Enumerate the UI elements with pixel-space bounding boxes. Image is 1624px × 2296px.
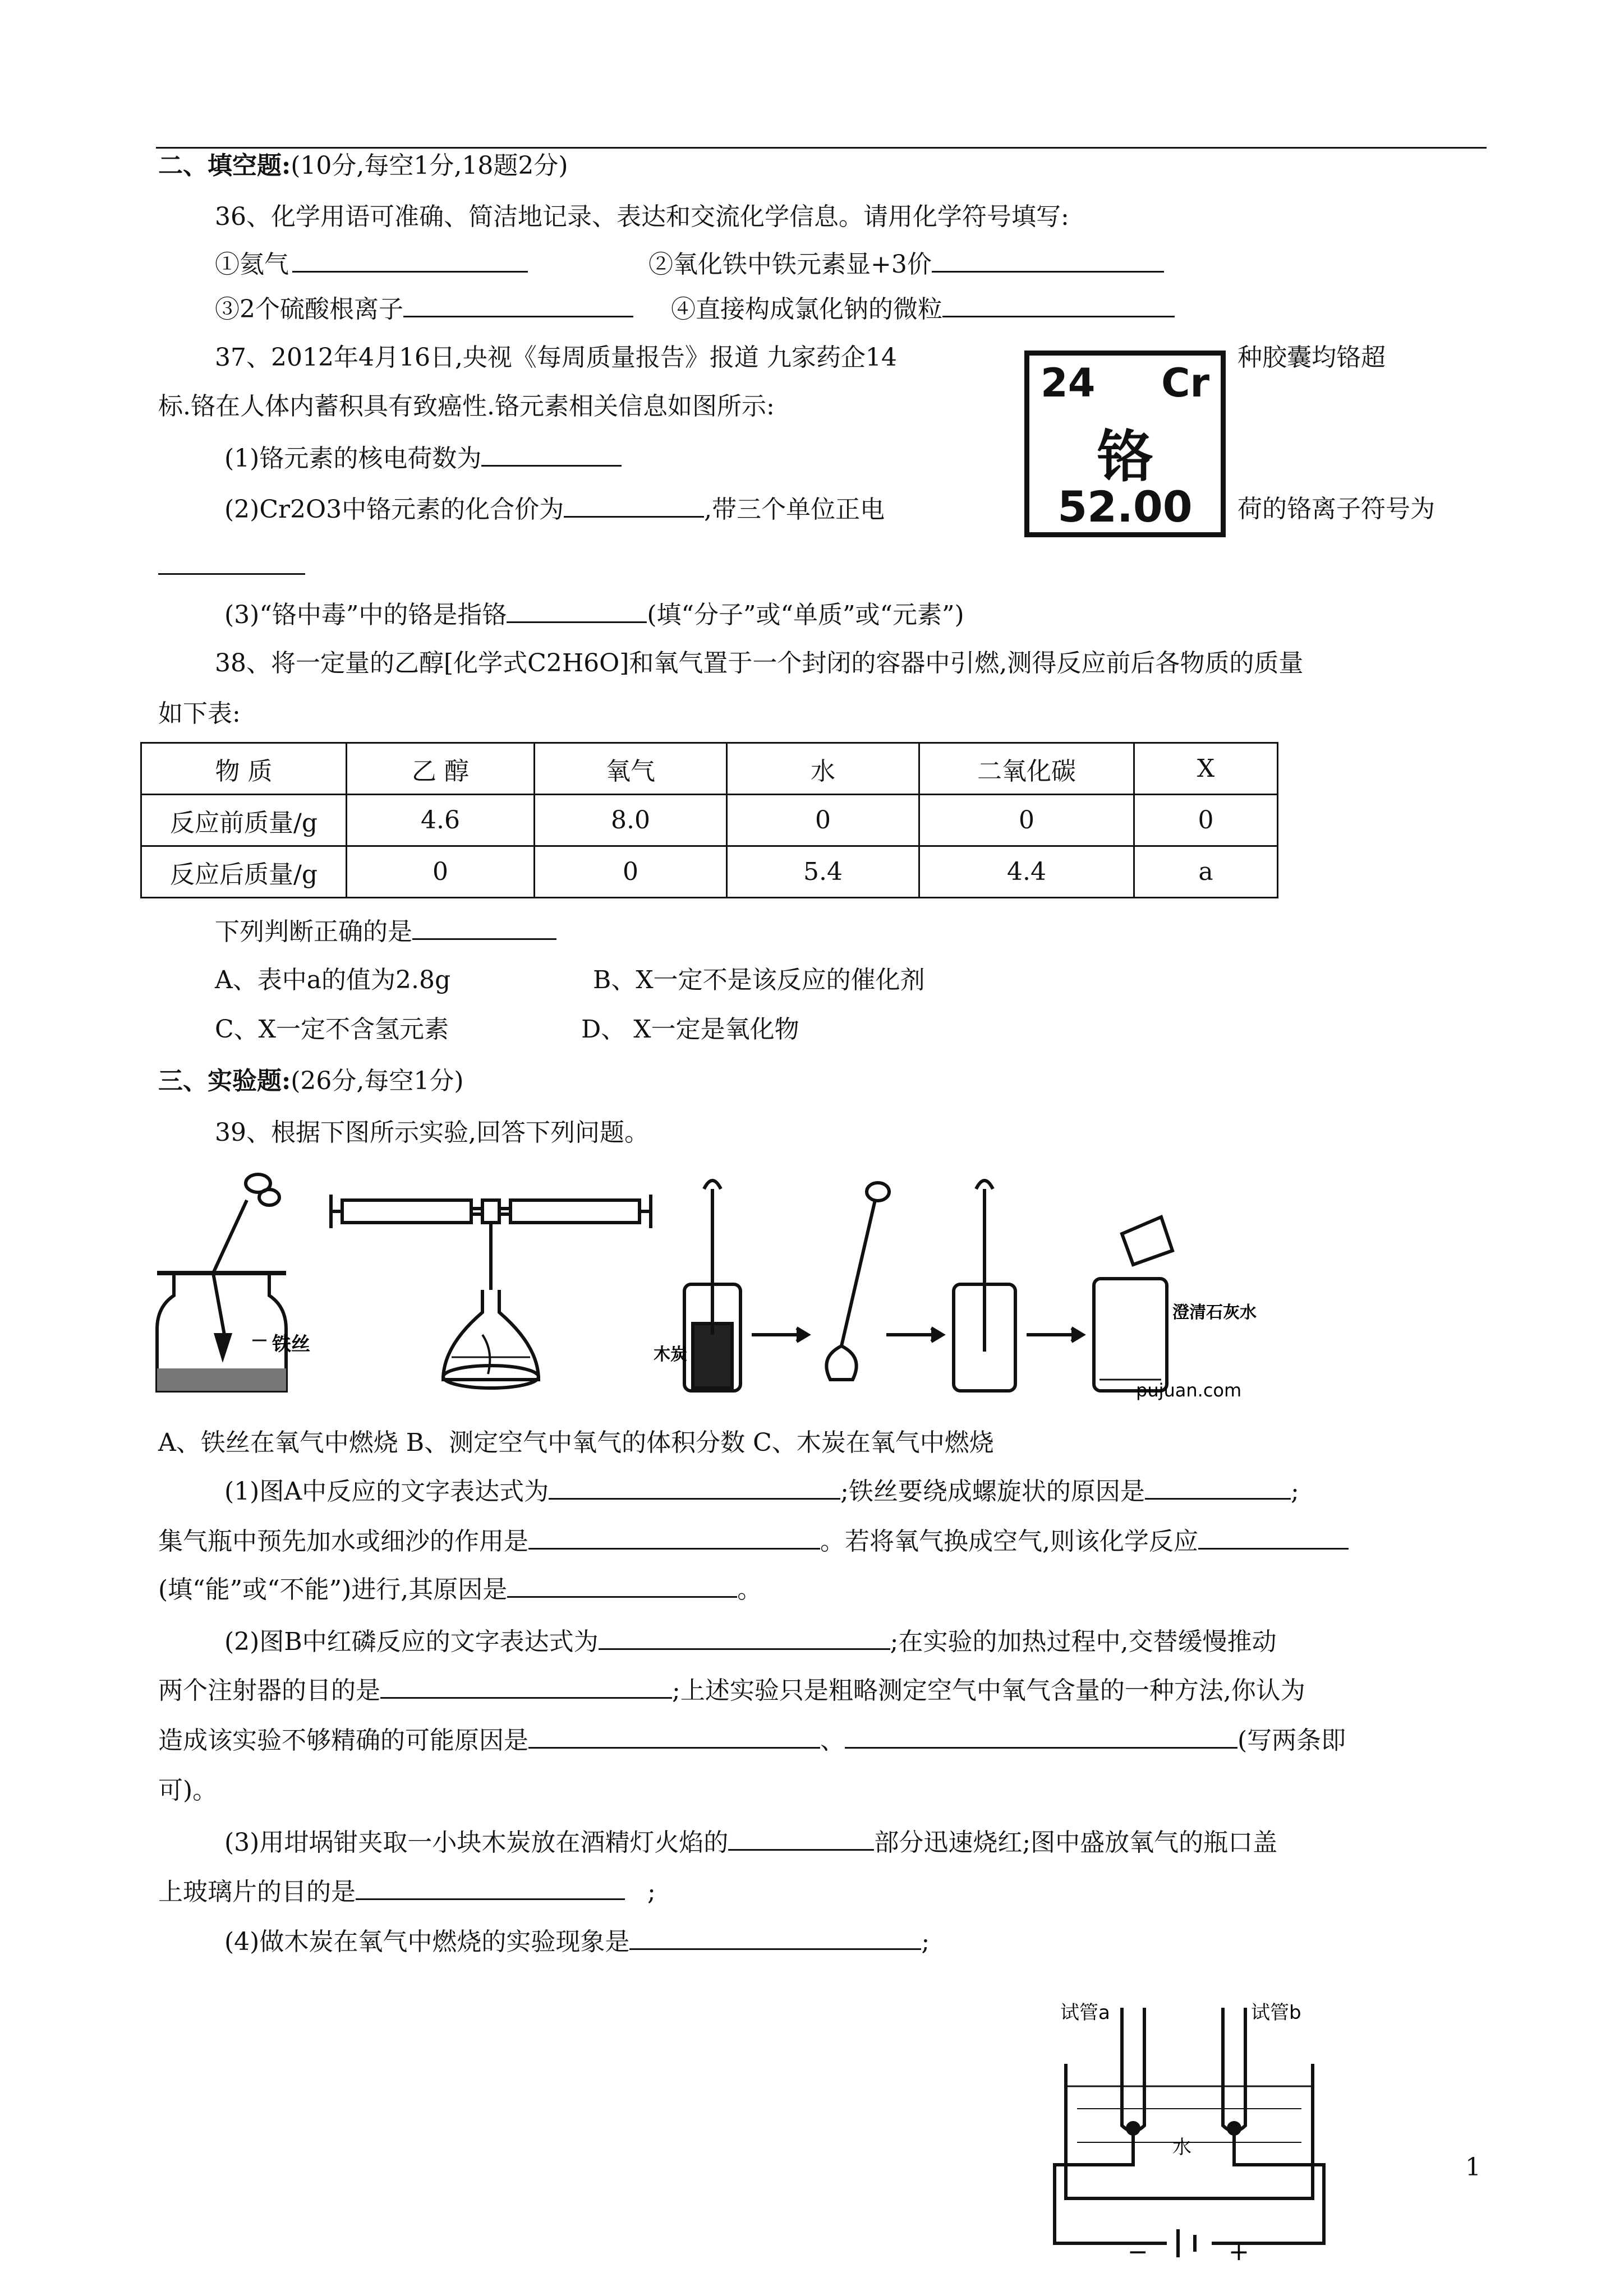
answer-blank[interactable] [629,1925,921,1950]
q37-line2: 标.铬在人体内蓄积具有致癌性.铬元素相关信息如图所示: [158,392,775,421]
q36-stem: 36、化学用语可准确、简洁地记录、表达和交流化学信息。请用化学符号填写: [215,202,1069,231]
answer-blank[interactable] [158,573,305,575]
header-rule [156,147,1487,149]
table-cell: 0 [727,795,919,846]
q39-part2-line1: (2)图B中红磷反应的文字表达式为 ;在实验的加热过程中,交替缓慢推动 [224,1625,1276,1659]
table-header-cell: X [1134,743,1278,795]
answer-blank[interactable] [599,1625,890,1650]
answer-blank[interactable] [549,1474,840,1500]
answer-blank[interactable] [1145,1474,1291,1500]
element-name: 铬 [1097,424,1153,490]
q37-part3: (3)“铬中毒”中的铬是指铬 (填“分子”或“单质”或“元素”) [224,598,964,632]
table-cell: a [1134,846,1278,898]
q37-part1: (1)铬元素的核电荷数为 [224,441,622,476]
atomic-number: 24 [1041,360,1096,406]
answer-blank[interactable] [728,1825,874,1851]
label-tube-b: 试管b [1251,2002,1301,2024]
answer-blank[interactable] [507,598,647,623]
answer-blank[interactable] [942,292,1175,317]
q39-part1-line2: 集气瓶中预先加水或细沙的作用是 。若将氧气换成空气,则该化学反应 [158,1524,1349,1559]
answer-blank[interactable] [528,1524,820,1550]
page-number: 1 [1465,2153,1481,2182]
q37-line1-end: 种胶囊均铬超 [1237,343,1386,372]
section2-title: 二、填空题: [158,151,291,180]
q39-part3-line2: 上玻璃片的目的是 ; [158,1875,656,1909]
q39-part2-line4: 可)。 [158,1776,218,1805]
answer-blank[interactable] [403,292,633,317]
q39-part2-line3: 造成该实验不够精确的可能原因是 、 (写两条即 [158,1723,1346,1758]
answer-blank[interactable] [932,247,1164,273]
q37-part2-end: 荷的铬离子符号为 [1237,495,1435,523]
q39-part3-line1: (3)用坩埚钳夹取一小块木炭放在酒精灯火焰的 部分迅速烧红;图中盛放氧气的瓶口盖 [224,1825,1277,1860]
answer-blank[interactable] [507,1573,737,1598]
label-plus: + [1229,2238,1249,2266]
table-cell: 反应前质量/g [141,795,347,846]
q39-part1-line3: (填“能”或“不能”)进行,其原因是 。 [158,1573,762,1607]
q38-judge: 下列判断正确的是 [215,915,556,949]
answer-blank[interactable] [845,1723,1237,1749]
element-symbol: Cr [1161,360,1209,406]
table-header-row [141,743,1278,795]
answer-blank[interactable] [481,441,622,467]
table-header-cell: 氧气 [535,743,727,795]
table-cell: 5.4 [727,846,919,898]
section3-title: 三、实验题: [158,1067,291,1095]
section2-heading [158,149,568,183]
table-header-cell: 二氧化碳 [919,743,1134,795]
answer-blank[interactable] [356,1875,625,1900]
chromium-element-card [1024,351,1226,537]
figure-a-iron-burning [157,1174,286,1391]
label-iron-wire: 铁丝 [272,1333,310,1356]
q38-line2: 如下表: [158,699,241,728]
q36-item1: ①氦气 [215,247,528,282]
table-cell: 0 [347,846,535,898]
q38-option-c: C、X一定不含氢元素 [215,1015,449,1044]
table-cell: 0 [1134,795,1278,846]
mass-table [140,742,1278,898]
figure-captions: A、铁丝在氧气中燃烧 B、测定空气中氧气的体积分数 C、木炭在氧气中燃烧 [158,1428,994,1457]
table-cell: 0 [919,795,1134,846]
table-header-cell: 乙 醇 [347,743,535,795]
label-water: 水 [1172,2136,1191,2159]
table-cell: 8.0 [535,795,727,846]
figure-c-charcoal-burning [684,1181,1172,1391]
section2-note: (10分,每空1分,18题2分) [291,151,568,180]
q36-item2: ②氧化铁中铁元素显+3价 [648,247,1164,282]
answer-blank[interactable] [528,1723,820,1749]
section3-note: (26分,每空1分) [291,1067,464,1095]
table-row [141,846,1278,898]
experiment-figure [146,1167,1268,1413]
q38-option-a: A、表中a的值为2.8g [215,966,451,994]
label-charcoal: 木炭 [654,1345,687,1364]
answer-blank[interactable] [292,247,528,273]
answer-blank[interactable] [412,915,556,940]
q38-option-b: B、X一定不是该反应的催化剂 [593,966,925,994]
figure-b-oxygen-measure [331,1195,651,1388]
q39-part1-line1: (1)图A中反应的文字表达式为 ;铁丝要绕成螺旋状的原因是 ; [224,1474,1299,1509]
q37-line1: 37、2012年4月16日,央视《每周质量报告》报道 九家药企14 [215,343,897,372]
label-tube-a: 试管a [1060,2002,1110,2024]
table-cell: 0 [535,846,727,898]
label-limewater: 澄清石灰水 [1172,1303,1257,1322]
table-cell: 反应后质量/g [141,846,347,898]
q39-part4: (4)做木炭在氧气中燃烧的实验现象是 ; [224,1925,930,1959]
section3-heading [158,1064,464,1098]
table-cell: 4.6 [347,795,535,846]
q38-option-d: D、 X一定是氧化物 [581,1015,799,1044]
q36-item3: ③2个硫酸根离子 [215,292,633,326]
q39-part2-line2: 两个注射器的目的是 ;上述实验只是粗略测定空气中氧气含量的一种方法,你认为 [158,1673,1305,1708]
q37-part2: (2)Cr2O3中铬元素的化合价为 ,带三个单位正电 [224,492,885,527]
q39-stem: 39、根据下图所示实验,回答下列问题。 [215,1118,649,1147]
table-header-cell: 物 质 [141,743,347,795]
answer-blank[interactable] [1198,1524,1349,1550]
table-row [141,795,1278,846]
answer-blank[interactable] [564,492,704,518]
table-header-cell: 水 [727,743,919,795]
table-cell: 4.4 [919,846,1134,898]
answer-blank[interactable] [380,1673,672,1699]
q36-item4: ④直接构成氯化钠的微粒 [671,292,1175,326]
electrolysis-figure [1043,1997,1447,2288]
atomic-mass: 52.00 [1057,482,1193,532]
watermark: pujuan.com [1136,1380,1242,1401]
label-minus: − [1128,2238,1148,2266]
q38-line1: 38、将一定量的乙醇[化学式C2H6O]和氧气置于一个封闭的容器中引燃,测得反应前后各物质的质量 [215,649,1304,677]
